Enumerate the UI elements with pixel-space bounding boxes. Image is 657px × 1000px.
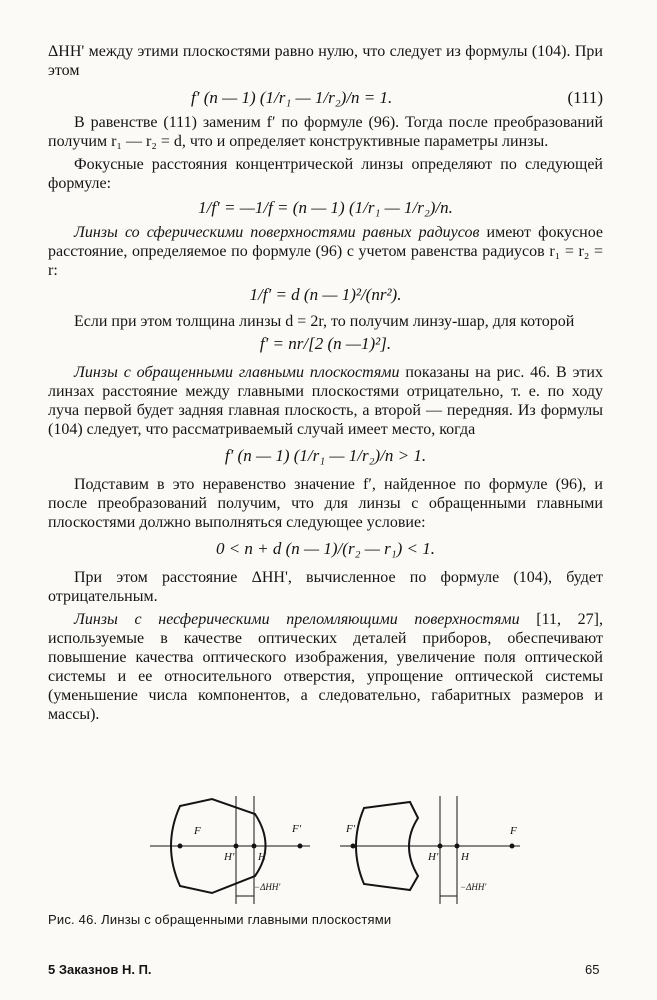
paragraph-7: Подставим в это неравенство значение f′, найденное по формуле (96), и после преобразований получим, что для линзы с обращенными главными плоскостями должно выполняться следующее условие: — [48, 476, 603, 531]
left-point-f — [178, 844, 183, 849]
left-point-h — [252, 844, 257, 849]
paragraph-4 — [48, 223, 603, 280]
paragraph-6 — [48, 363, 603, 439]
right-point-f — [510, 844, 515, 849]
figure-46 — [150, 796, 530, 906]
right-label-h: H — [461, 851, 469, 863]
formula-111-number: (111) — [567, 88, 603, 107]
page-text — [48, 42, 603, 724]
left-label-f-prime: F′ — [292, 823, 302, 835]
paragraph-4-rest: имеют фокусное расстояние, определяемое по формуле (96) с учетом равенства радиусов r₁ = r₂ = r: — [48, 224, 603, 279]
footer-signature: 5 Заказнов Н. П. — [48, 962, 152, 977]
formula-equal-radii: 1/f′ = d (n — 1)²/(nr²). — [249, 285, 402, 304]
paragraph-3: Фокусные расстояния концентрической линзы определяют по следующей формуле: — [48, 156, 603, 192]
formula-concentric: 1/f′ = —1/f = (n — 1) (1/r₁ — 1/r₂)/n. — [198, 198, 453, 217]
paragraph-1: ΔHH' между этими плоскостями равно нулю, что следует из формулы (104). При этом — [48, 43, 603, 79]
paragraph-4-emphasis: Линзы со сферическими поверхностями равных радиусов — [74, 224, 480, 241]
right-point-f-prime — [351, 844, 356, 849]
right-point-h — [455, 844, 460, 849]
formula-111 — [48, 83, 603, 113]
left-point-f-prime — [298, 844, 303, 849]
paragraph-8: При этом расстояние ΔHH', вычисленное по формуле (104), будет отрицательным. — [48, 569, 603, 605]
right-label-f-prime: F′ — [346, 823, 356, 835]
paragraph-9-rest: [11, 27], используемые в качестве оптических деталей приборов, обеспечивают повышение качества оптического изображения, увеличение поля оптической системы и ее относительного отверстия, упрощение оптической системы (уменьшение числа компонентов, а следовательно, габаритных размеров и массы). — [48, 611, 603, 723]
left-lens-diagram — [150, 796, 310, 904]
right-label-f: F — [510, 825, 517, 837]
paragraph-6-emphasis: Линзы с обращенными главными плоскостями — [74, 364, 400, 381]
left-label-f: F — [194, 825, 201, 837]
formula-111-body: f′ (n — 1) (1/r₁ — 1/r₂)/n = 1. — [191, 88, 393, 107]
left-point-h-prime — [234, 844, 239, 849]
paragraph-2: В равенстве (111) заменим f′ по формуле (96). Тогда после преобразований получим r₁ — r₂ = d, что и определяет конструктивные параметры линзы. — [48, 114, 603, 150]
right-label-h-prime: H′ — [428, 851, 439, 863]
right-lens-diagram — [340, 796, 520, 904]
formula-condition: 0 < n + d (n — 1)/(r₂ — r₁) < 1. — [215, 539, 436, 558]
formula-inequality: f′ (n — 1) (1/r₁ — 1/r₂)/n > 1. — [224, 446, 427, 465]
paragraph-9-emphasis: Линзы с несферическими преломляющими поверхностями — [74, 611, 520, 628]
page-number: 65 — [585, 962, 600, 977]
right-label-delta: −ΔHH′ — [460, 882, 487, 892]
left-label-delta: −ΔHH′ — [254, 882, 281, 892]
right-point-h-prime — [438, 844, 443, 849]
formula-sphere: f′ = nr/[2 (n —1)²]. — [259, 334, 392, 353]
left-label-h-prime: H′ — [224, 851, 235, 863]
paragraph-5: Если при этом толщина линзы d = 2r, то получим линзу-шар, для которой — [74, 313, 575, 330]
left-label-h: H — [258, 851, 266, 863]
paragraph-9 — [48, 610, 603, 724]
figure-caption: Рис. 46. Линзы с обращенными главными плоскостями — [48, 912, 392, 927]
paragraph-6-rest: показаны на рис. 46. В этих линзах расстояние между главными плоскостями отрицательно, т. е. по ходу луча первой будет задняя главная плоскость, а второй — передняя. Из формулы (104) следует, что рассматриваемый случай имеет место, когда — [48, 364, 603, 438]
